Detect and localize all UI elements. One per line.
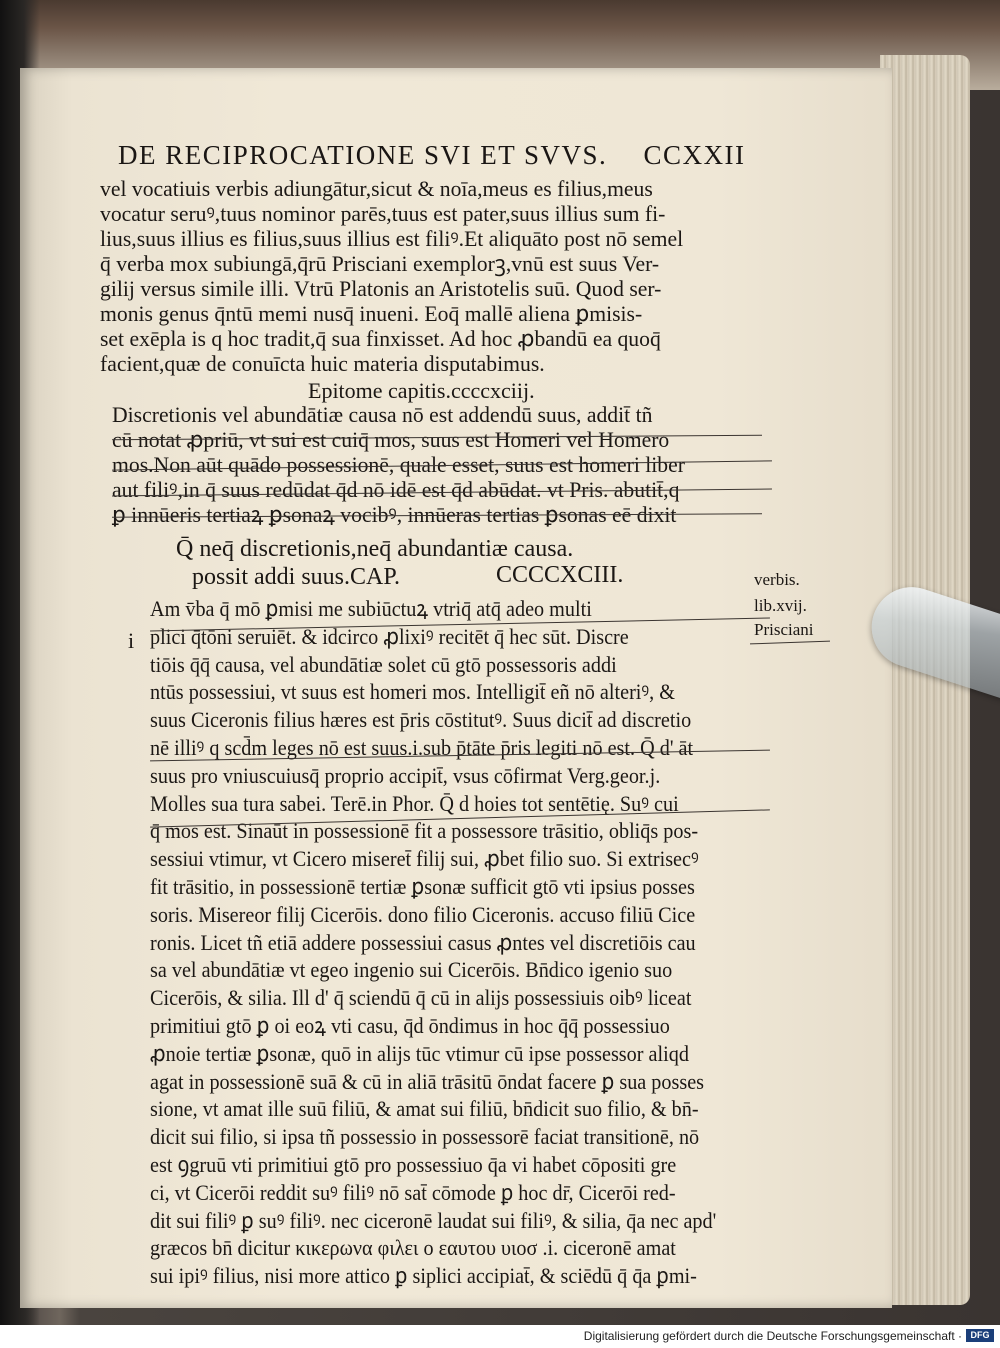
epitome-line: Discretionis vel abundātiæ causa nō est addendū suus, addit̄ tñ — [112, 402, 653, 427]
body-line: gilij versus simile illi. Vtrū Platonis an Aristotelis suū. Quod ser- — [100, 276, 662, 301]
body-line: lius,suus illius es filius,suus illius est filiꝰ.Et aliquāto post nō semel — [100, 226, 684, 251]
chapter-line: soris. Misereor filij Cicerōis. dono filio Ciceronis. accuso filiū Cice — [150, 901, 696, 927]
chapter-line: q̄ mos est. Sinaūt in possessionē fit a possessore trāsitio, obliq̄s pos- — [150, 818, 699, 844]
body-line: q̄ verba mox subiungā,q̄rū Prisciani exemplorꝫ,vnū est suus Ver- — [100, 251, 660, 276]
heading-title: DE RECIPROCATIONE SVI ET SVVS. — [118, 140, 608, 170]
margin-note-2: lib.xvij. — [754, 596, 807, 615]
epitome-line: aut filiꝰ,in q̄ suus redūdat q̄d nō idē est q̄d abūdat. vt Pris. abutit̄,q — [112, 477, 680, 502]
chapter-line: sui ipiꝰ filius, nisi more attico ꝑ siplici accipiat̄, & sciēdū q̄ q̄a ꝑmi- — [150, 1263, 697, 1289]
epitome-line: ꝑ innūeris tertiaꝝ ꝑsonaꝝ vocibꝰ, innūeras tertias ꝑsonas eē dixit — [112, 502, 677, 527]
chapter-heading-line1: Q̄ neq̄ discretionis,neq̄ abundantiæ causa. — [176, 536, 574, 562]
initial-mark: i — [128, 628, 135, 653]
chapter-line: ntūs possessiui, vt suus est homeri mos. Intelligit̄ eñ nō alteriꝰ, & — [150, 679, 675, 705]
chapter-line: Molles sua tura sabei. Terē.in Phor. Q̄ d hoies tot sentētię. Suꝰ cui — [150, 790, 679, 816]
chapter-line: primitiui gtō ꝑ oi eoꝝ vti casu, q̄d ōndimus in hoc q̄q̄ possessiuo — [150, 1013, 670, 1038]
chapter-line: ci, vt Cicerōi reddit suꝰ filiꝰ nō sat̄ cōmode ꝑ hoc dr̄, Cicerōi red- — [150, 1179, 676, 1205]
footer-credit: Digitalisierung gefördert durch die Deutsche Forschungsgemeinschaft · — [583, 1329, 962, 1343]
chapter-line: ronis. Licet tñ etiā addere possessiui casus ꝓntes vel discretiōis cau — [150, 929, 696, 955]
chapter-line: suus Ciceronis filius hæres est p̄ris cōstitutꝰ. Suus dicit̄ ad discretio — [150, 707, 692, 733]
chapter-line: græcos bn̄ dicitur κικερωνα φιλει ο εαυτου υιοσ .i. ciceronē amat — [150, 1235, 676, 1261]
chapter-number: CCCCXCIII. — [496, 562, 624, 588]
chapter-line: Am v̄ba q̄ mō ꝑmisi me subiūctuꝝ vtriq̄ atq̄ adeo multi — [150, 596, 592, 621]
epitome-title: Epitome capitis.ccccxciij. — [308, 378, 535, 403]
epitome-line: mos.Non aūt quādo possessionē, quale esset, suus est homeri liber — [112, 452, 685, 477]
chapter-line: sa vel abundātiæ vt egeo ingenio sui Cicerōis. Bn̄dico igenio suo — [150, 957, 673, 983]
margin-note-1: verbis. — [754, 570, 800, 589]
body-line: set exēpla is q hoc tradit,q̄ sua finxisset. Ad hoc ꝓbandū ea quoq̄ — [100, 326, 661, 351]
chapter-line: ꝓnoie tertiæ ꝑsonæ, quō in alijs tūc vtimur cū ipse possessor aliqd — [150, 1040, 689, 1066]
chapter-line: dit sui filiꝰ ꝑ suꝰ filiꝰ. nec ciceronē laudat sui filiꝰ, & silia, q̄a nec apd' — [150, 1207, 717, 1233]
chapter-line: nē illiꝰ q scd̄m leges nō est suus.i.sub p̄tāte p̄ris legiti nō est. Q̄ d' āt — [150, 735, 694, 760]
epitome-line: cū notat ꝓpriū, vt sui est cuiq̄ mos, suus est Homeri vel Homero — [112, 427, 670, 452]
body-line: monis genus q̄ntū memi nusq̄ inueni. Eoq̄ mallē aliena ꝑmisis- — [100, 301, 643, 326]
body-line: vel vocatiuis verbis adiungātur,sicut & noīa,meus es filius,meus — [100, 176, 653, 201]
body-line: vocatur seruꝰ,tuus nominor parēs,tuus est pater,suus illius sum fi- — [100, 201, 666, 226]
chapter-line: plici q̄tōni seruiēt. & idcirco ꝓlixiꝰ recitēt q̄ hec sūt. Discre — [150, 623, 629, 649]
folio-number: CCXXII — [643, 140, 746, 170]
chapter-line: tiōis q̄q̄ causa, vel abundātiæ solet cū gtō possessoris addi — [150, 651, 617, 677]
chapter-line: fit trāsitio, in possessionē tertiæ ꝑsonæ sufficit gtō vti ipsius posses — [150, 874, 695, 899]
chapter-heading-left: possit addi suus.CAP. — [192, 564, 401, 590]
chapter-line: dicit sui filio, si ipsa tñ possessio in possessorē faciat transitionē, nō — [150, 1124, 700, 1150]
body-line: facient,quæ de conuīcta huic materia disputabimus. — [100, 351, 545, 376]
dfg-logo: DFG — [966, 1329, 994, 1342]
chapter-line: sessiui vtimur, vt Cicero miseret̄ filij sui, ꝓbet filio suo. Si extrisecꝰ — [150, 846, 699, 872]
chapter-line: agat in possessionē suā & cū in aliā trāsitū ōndat facere ꝑ sua posses — [150, 1068, 705, 1094]
margin-note-3: Prisciani — [754, 620, 814, 639]
running-heading — [118, 140, 758, 171]
chapter-line: est ꝯgruū vti primitiui gtō pro possessiuo q̄a vi habet cōpositi gre — [150, 1152, 677, 1177]
chapter-line: suus pro vniuscuiusq̄ proprio accipit̄, vsus cōfirmat Verg.geor.j. — [150, 762, 661, 788]
chapter-line: sione, vt amat ille suū filiū, & amat sui filiū, bn̄dicit suo filio, & bn̄- — [150, 1096, 699, 1122]
chapter-line: Cicerōis, & silia. Ill d' q̄ sciendū q̄ cū in alijs possessiuis oibꝰ liceat — [150, 985, 692, 1011]
